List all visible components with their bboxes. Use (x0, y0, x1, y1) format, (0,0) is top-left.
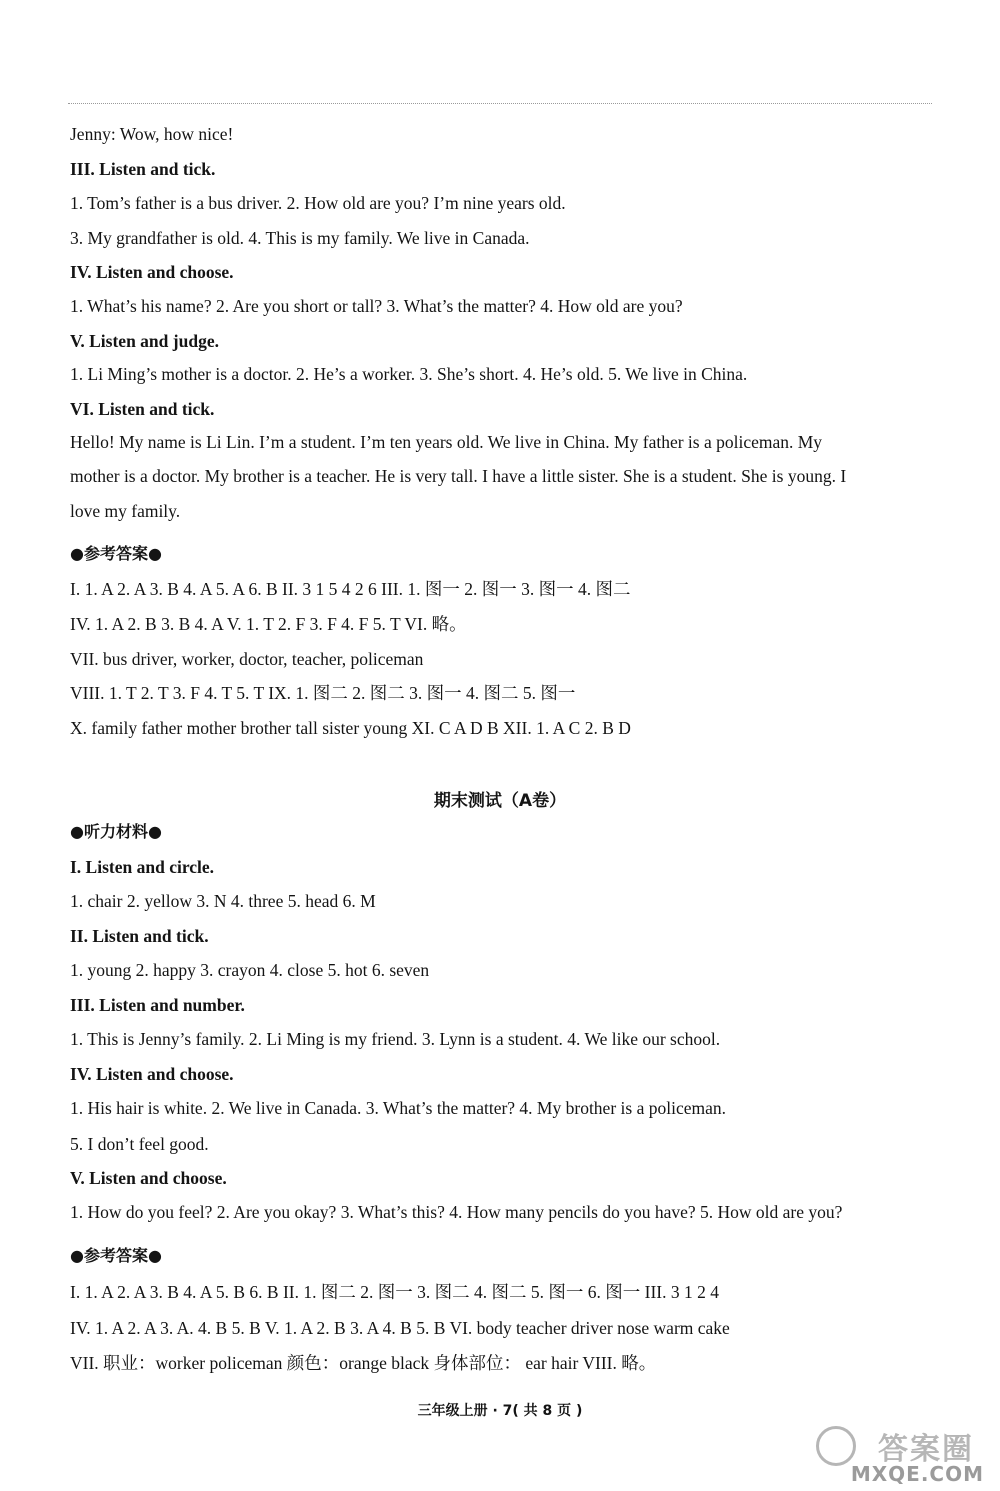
top-dotted-rule (68, 103, 932, 104)
page-footer: 三年级上册 · 7( 共 8 页 ) (417, 1403, 583, 1419)
watermark-text: 答案圈 (878, 1432, 974, 1467)
text-line: 1. young 2. happy 3. crayon 4. close 5. hot 6. seven (70, 960, 430, 980)
answer-line: I. 1. A 2. A 3. B 4. A 5. B 6. B II. 1. 图二 2. 图一 3. 图二 4. 图二 5. 图一 6. 图一 III. 3 1 2 4 (70, 1282, 719, 1302)
listening-material-heading: ●听力材料● (70, 822, 162, 841)
watermark-logo (800, 1420, 990, 1486)
answer-line: X. family father mother brother tall sister young XI. C A D B XII. 1. A C 2. B D (70, 718, 631, 738)
answer-line: IV. 1. A 2. A 3. A. 4. B 5. B V. 1. A 2. B 3. A 4. B 5. B VI. body teacher driver nose warm cake (70, 1318, 730, 1338)
answer-line: VII. bus driver, worker, doctor, teacher, policeman (70, 649, 424, 669)
answer-line: I. 1. A 2. A 3. B 4. A 5. A 6. B II. 3 1 5 4 2 6 III. 1. 图一 2. 图一 3. 图一 4. 图二 (70, 579, 631, 599)
text-line: 1. Tom’s father is a bus driver. 2. How old are you? I’m nine years old. (70, 193, 566, 213)
answer-key-heading: ●参考答案● (70, 544, 162, 563)
text-line: 1. What’s his name? 2. Are you short or tall? 3. What’s the matter? 4. How old are you? (70, 296, 683, 316)
text-line: 1. Li Ming’s mother is a doctor. 2. He’s a worker. 3. She’s short. 4. He’s old. 5. We live in China. (70, 364, 748, 384)
paragraph-line: Hello! My name is Li Lin. I’m a student. I’m ten years old. We live in China. My father is a policeman. My (70, 432, 823, 452)
paragraph-line: love my family. (70, 501, 181, 521)
watermark-url: MXQE.COM (850, 1462, 984, 1486)
text-line: Jenny: Wow, how nice! (70, 124, 234, 144)
text-line: 1. This is Jenny’s family. 2. Li Ming is my friend. 3. Lynn is a student. 4. We like our school. (70, 1029, 721, 1049)
watermark-badge-icon (816, 1426, 856, 1466)
answer-line: IV. 1. A 2. B 3. B 4. A V. 1. T 2. F 3. F 4. F 5. T VI. 略。 (70, 614, 467, 634)
section-heading: IV. Listen and choose. (70, 262, 234, 282)
section-heading: V. Listen and choose. (70, 1168, 227, 1188)
answer-key-heading: ●参考答案● (70, 1246, 162, 1265)
section-heading: IV. Listen and choose. (70, 1064, 234, 1084)
text-line: 1. How do you feel? 2. Are you okay? 3. What’s this? 4. How many pencils do you have? 5. How old are you? (70, 1202, 843, 1222)
exam-title: 期末测试（A卷） (433, 791, 567, 811)
section-heading: III. Listen and tick. (70, 159, 216, 179)
text-line: 1. chair 2. yellow 3. N 4. three 5. head 6. M (70, 891, 376, 911)
section-heading: V. Listen and judge. (70, 331, 219, 351)
section-heading: III. Listen and number. (70, 995, 245, 1015)
section-heading: I. Listen and circle. (70, 857, 215, 877)
answer-line: VII. 职业：worker policeman 颜色：orange black 身体部位： ear hair VIII. 略。 (70, 1353, 657, 1373)
section-heading: VI. Listen and tick. (70, 399, 215, 419)
paragraph-line: mother is a doctor. My brother is a teacher. He is very tall. I have a little sister. She is a student. She is young. I (70, 466, 847, 486)
text-line: 3. My grandfather is old. 4. This is my family. We live in Canada. (70, 228, 530, 248)
text-line: 5. I don’t feel good. (70, 1134, 209, 1154)
section-heading: II. Listen and tick. (70, 926, 209, 946)
answer-line: VIII. 1. T 2. T 3. F 4. T 5. T IX. 1. 图二 2. 图二 3. 图一 4. 图二 5. 图一 (70, 683, 576, 703)
text-line: 1. His hair is white. 2. We live in Canada. 3. What’s the matter? 4. My brother is a policeman. (70, 1098, 726, 1118)
